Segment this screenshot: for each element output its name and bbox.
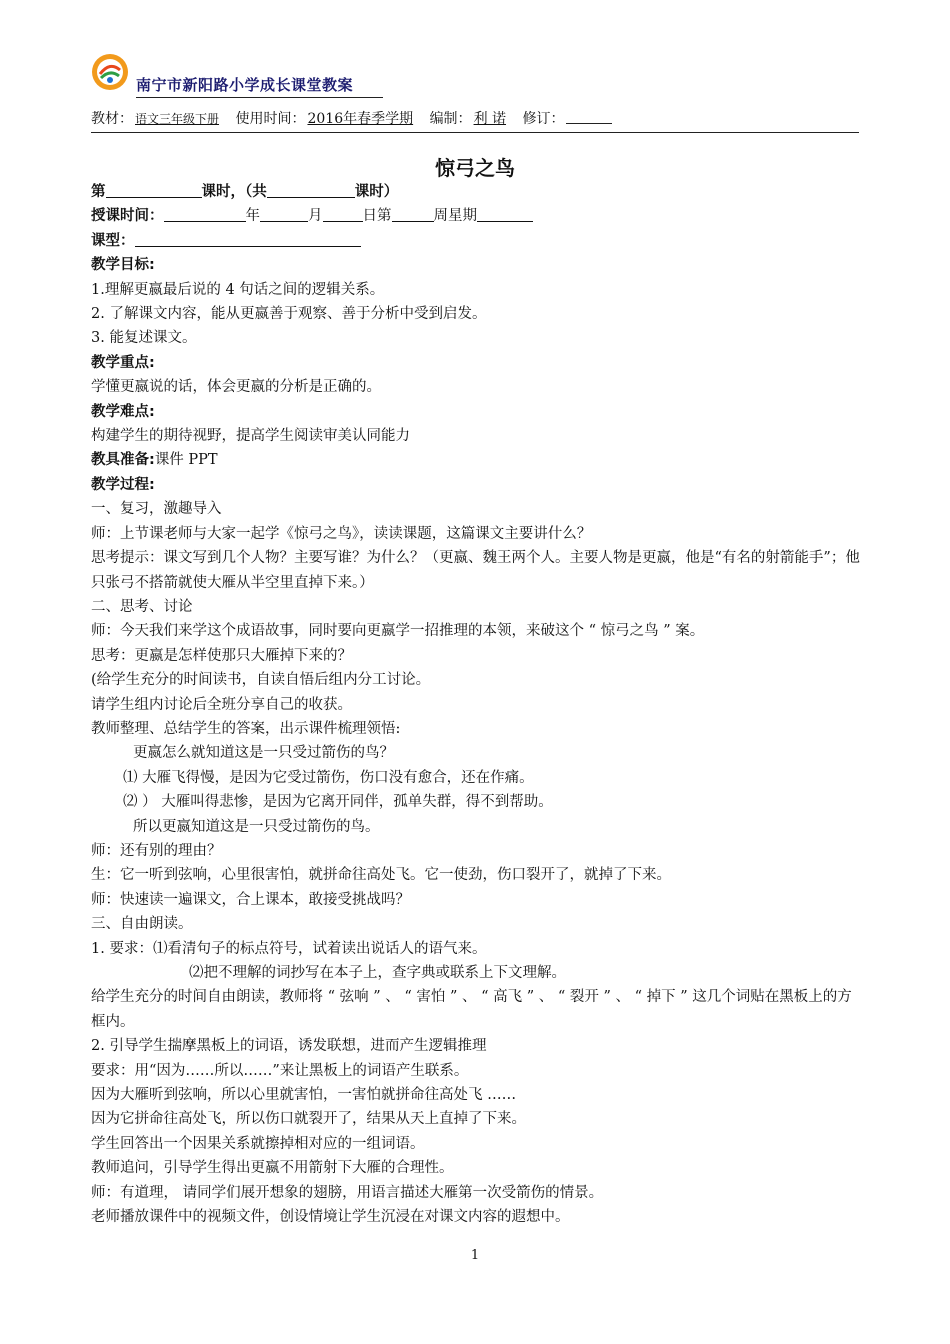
process-heading: 教学过程:: [91, 476, 155, 493]
process-line: 思考：更嬴是怎样使那只大雁掉下来的？: [91, 647, 352, 664]
lesson-number-blank: [106, 182, 202, 198]
teaching-date-line: [91, 204, 861, 228]
time-label: 使用时间：: [235, 111, 306, 127]
month-unit: 月: [308, 208, 323, 225]
process-line: (给学生充分的时间读书，自读自悟后组内分工讨论。: [91, 672, 431, 689]
process-line: 因为大雁听到弦响，所以心里就害怕，一害怕就拼命往高处飞 ……: [91, 1087, 517, 1104]
process-line: 更嬴怎么就知道这是一只受过箭伤的鸟？: [133, 745, 394, 762]
lesson-mid: 课时，（共: [201, 184, 267, 200]
material-value: 语文三年级下册: [135, 112, 220, 126]
process-line: 师：有道理， 请同学们展开想象的翅膀，用语言描述大雁第一次受箭伤的情景。: [91, 1184, 604, 1201]
process-line: 教师追问，引导学生得出更嬴不用箭射下大雁的合理性。: [91, 1160, 454, 1177]
revise-blank: [566, 110, 612, 124]
lesson-count-line: [91, 180, 861, 204]
lesson-plan-body: [91, 180, 861, 1229]
school-title: 南宁市新阳路小学成长课堂教案: [136, 74, 383, 98]
weekday-blank: [477, 206, 533, 222]
process-line: 所以更嬴知道这是一只受过箭伤的鸟。: [133, 818, 380, 835]
time-value: 2016年春季学期: [307, 111, 414, 127]
prep-heading: 教具准备:: [91, 452, 155, 469]
process-line: 请学生组内讨论后全班分享自己的收获。: [91, 696, 352, 713]
revise-label: 修订：: [522, 111, 565, 127]
day-blank: [323, 206, 363, 222]
month-blank: [260, 206, 308, 222]
process-line: 学生回答出一个因果关系就擦掉相对应的一组词语。: [91, 1135, 425, 1152]
process-line: 要求：用“因为……所以……”来让黑板上的词语产生联系。: [91, 1062, 469, 1079]
goal-2: 2. 了解课文内容，能从更嬴善于观察、善于分析中受到启发。: [91, 306, 487, 323]
week-unit: 周星期: [433, 208, 477, 225]
process-line: 师：快速读一遍课文，合上课本，敢接受挑战吗？: [91, 891, 410, 908]
day-unit: 日第: [362, 208, 392, 225]
type-label: 课型：: [91, 232, 135, 249]
material-label: 教材：: [91, 111, 133, 127]
goal-1: 1.理解更嬴最后说的 4 句话之间的逻辑关系。: [91, 281, 385, 298]
prep-text: 课件 PPT: [154, 452, 218, 469]
lesson-total-blank: [267, 182, 355, 198]
process-line: ⑵ ） 大雁叫得悲惨，是因为它离开同伴，孤单失群，得不到帮助。: [123, 794, 553, 811]
process-line: 生：它一听到弦响，心里很害怕，就拼命往高处飞。它一使劲，伤口裂开了，就掉了下来。: [91, 867, 671, 884]
process-line: 因为它拼命往高处飞，所以伤口就裂开了，结果从天上直掉了下来。: [91, 1111, 526, 1128]
difficulty-text: 构建学生的期待视野，提高学生阅读审美认同能力: [91, 428, 410, 445]
process-line: 2. 引导学生揣摩黑板上的词语，诱发联想，进而产生逻辑推理: [91, 1038, 487, 1055]
week-blank: [392, 206, 434, 222]
process-line: 给学生充分的时间自由朗读，教师将 “ 弦响 ” 、 “ 害怕 ” 、 “ 高飞 ” 、 “ 裂开 ” 、 “ 掉下 ” 这几个词贴在黑板上的方框内。: [91, 989, 852, 1030]
date-label: 授课时间：: [91, 208, 164, 225]
process-line: 师：上节课老师与大家一起学《惊弓之鸟》，读读课题，这篇课文主要讲什么？: [91, 525, 592, 542]
focus-text: 学懂更嬴说的话，体会更嬴的分析是正确的。: [91, 379, 381, 396]
process-line: 三、自由朗读。: [91, 916, 193, 933]
editor-label: 编制：: [429, 111, 472, 127]
focus-heading: 教学重点:: [91, 354, 155, 371]
year-blank: [164, 206, 246, 222]
lesson-prefix: 第: [91, 184, 106, 200]
difficulty-heading: 教学难点:: [91, 403, 155, 420]
type-blank: [135, 231, 361, 247]
process-line: 1. 要求：⑴看清句子的标点符号，试着读出说话人的语气来。: [91, 940, 487, 957]
process-line: 一、复习，激趣导入: [91, 501, 222, 518]
editor-value: 利 诺: [473, 111, 507, 127]
process-line: 老师播放课件中的视频文件，创设情境让学生沉浸在对课文内容的遐想中。: [91, 1209, 570, 1226]
goals-heading: 教学目标:: [91, 257, 155, 274]
prep-line: [91, 448, 861, 472]
lesson-title: 惊弓之鸟: [435, 156, 515, 180]
process-line: 教师整理、总结学生的答案，出示课件梳理领悟:: [91, 720, 401, 737]
process-line: 师：今天我们来学这个成语故事，同时要向更嬴学一招推理的本领，来破这个 “ 惊弓之鸟 ” 案。: [91, 623, 705, 640]
process-line: 思考提示：课文写到几个人物？主要写谁？为什么？（更嬴、魏王两个人。主要人物是更嬴，他是“有名的射箭能手”；他只张弓不搭箭就使大雁从半空里直掉下来。）: [91, 550, 860, 591]
school-logo: [91, 53, 129, 91]
process-line: 师：还有别的理由？: [91, 842, 222, 859]
lesson-suffix: 课时）: [354, 184, 399, 200]
goal-3: 3. 能复述课文。: [91, 330, 197, 347]
page-number: 1: [470, 1248, 480, 1263]
lesson-type-line: [91, 229, 861, 253]
document-info-line: [91, 108, 859, 133]
process-line: ⑴ 大雁飞得慢，是因为它受过箭伤，伤口没有愈合，还在作痛。: [123, 769, 534, 786]
process-line: ⑵把不理解的词抄写在本子上，查字典或联系上下文理解。: [189, 965, 566, 981]
year-unit: 年: [245, 208, 260, 225]
process-line: 二、思考、讨论: [91, 598, 193, 615]
